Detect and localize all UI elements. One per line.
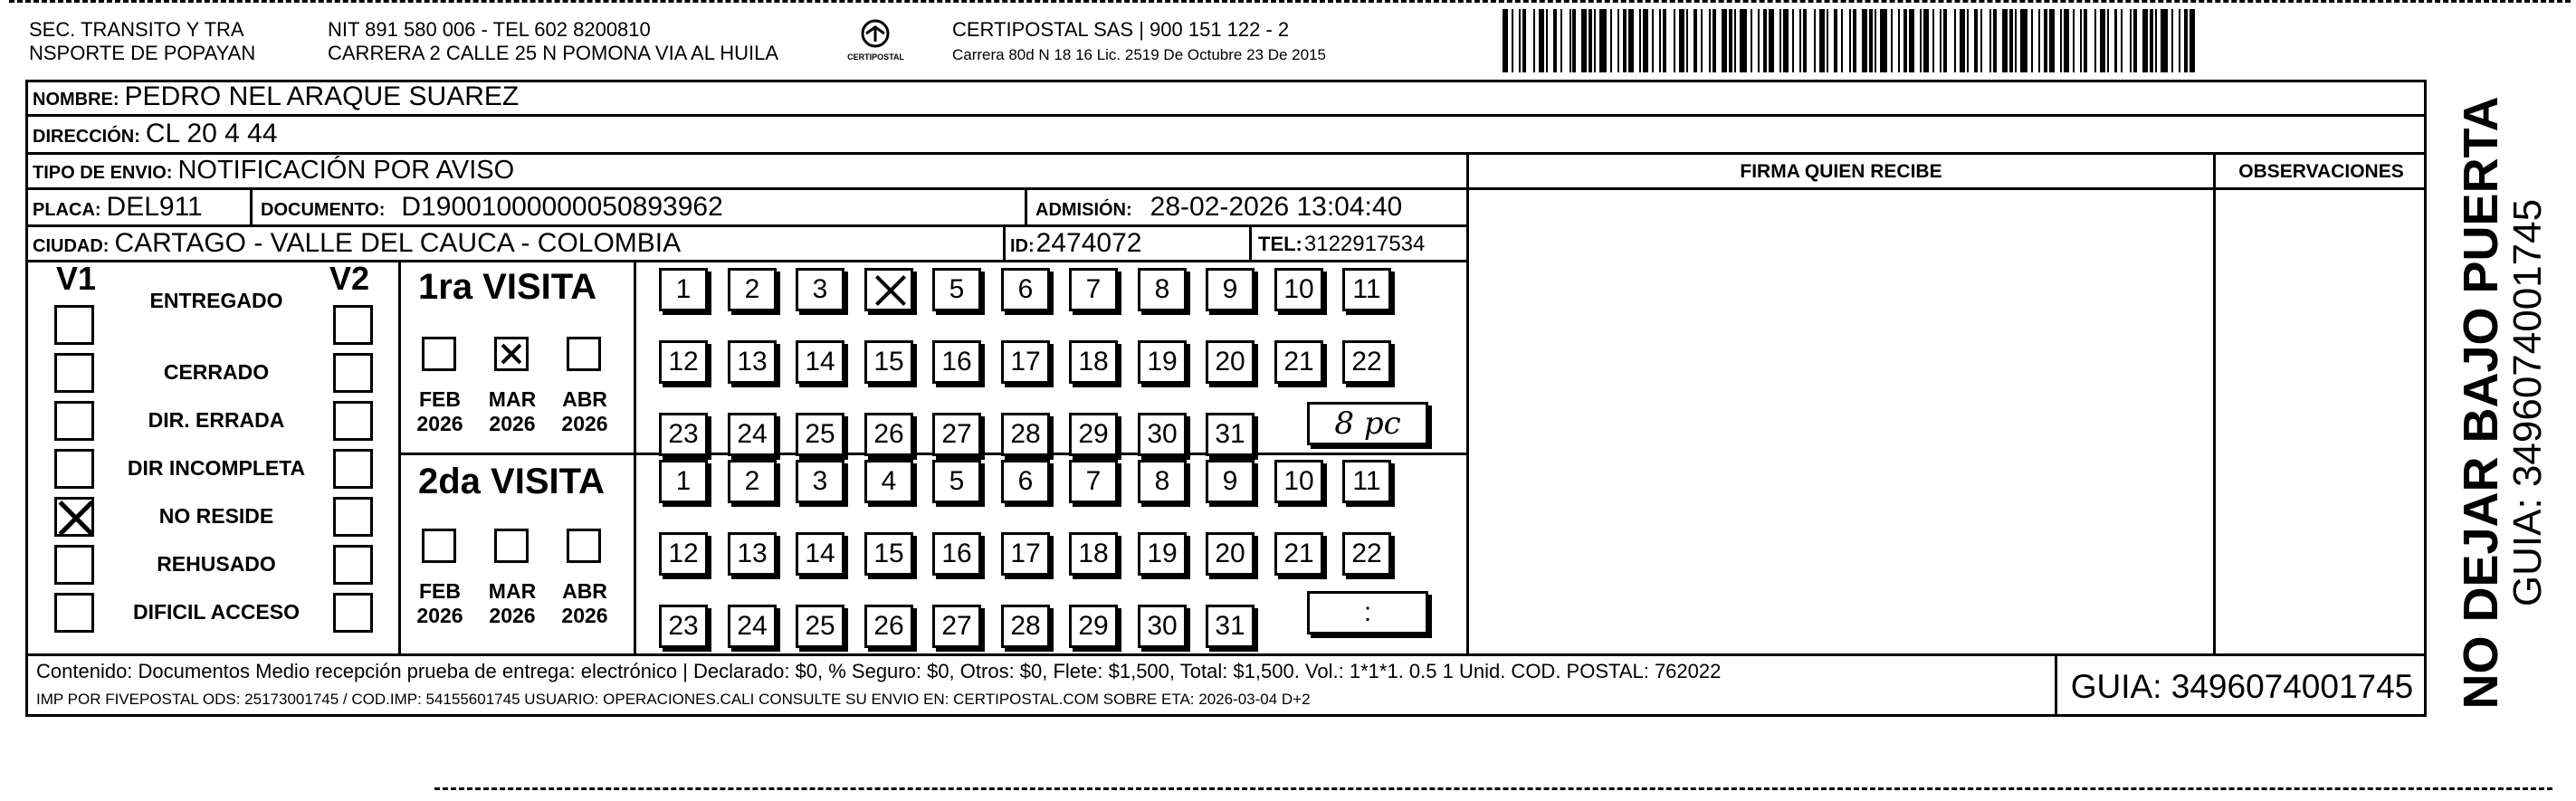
visit2-day-box[interactable]: 5 — [932, 460, 981, 503]
admision-cell — [1035, 192, 1402, 223]
status-reason: REHUSADO — [157, 552, 276, 576]
firma-heading: FIRMA QUIEN RECIBE — [1740, 161, 1942, 182]
no-dejar-bajo-puerta: NO DEJAR BAJO PUERTA — [2454, 96, 2508, 710]
v2-heading: V2 — [329, 260, 370, 297]
observaciones-heading: OBSERVACIONES — [2238, 161, 2404, 182]
placa-cell — [33, 192, 203, 223]
visit2-day-box[interactable]: 20 — [1206, 532, 1255, 576]
visit1-day-box[interactable]: 25 — [796, 413, 844, 456]
documento-value: D19001000000050893962 — [401, 192, 723, 222]
visit1-title: 1ra VISITA — [418, 267, 597, 307]
visit1-day-box[interactable]: 3 — [796, 268, 844, 311]
visit1-time-handwritten: 8 pc — [1334, 405, 1401, 442]
obs-col-left — [2213, 152, 2216, 653]
side-guia: GUIA: 3496074001745 — [2505, 198, 2550, 607]
visit2-day-box[interactable]: 26 — [864, 605, 913, 648]
visit1-month-name: ABR — [562, 387, 607, 411]
rule — [250, 187, 253, 224]
visit1-day-box[interactable]: 13 — [728, 340, 777, 384]
ciudad-value: CARTAGO - VALLE DEL CAUCA - COLOMBIA — [114, 228, 682, 258]
visit2-day-box[interactable]: 16 — [932, 532, 981, 576]
visit2-day-box[interactable]: 30 — [1138, 605, 1187, 648]
v2-checkbox[interactable] — [333, 449, 373, 489]
rule — [1025, 187, 1027, 224]
visit1-month-label — [556, 387, 614, 436]
visit2-month-year: 2026 — [489, 604, 536, 627]
visit2-day-box[interactable]: 12 — [659, 532, 708, 576]
visit1-day-box[interactable]: 28 — [1001, 413, 1050, 456]
visit2-day-box[interactable]: 4 — [864, 460, 913, 503]
id-value: 2474072 — [1035, 228, 1142, 258]
visit1-day-box[interactable]: 8 — [1138, 268, 1187, 311]
visit2-day-box[interactable]: 29 — [1069, 605, 1118, 648]
admision-label: ADMISIÓN: — [1035, 200, 1132, 220]
v2-checkbox[interactable] — [333, 401, 373, 441]
visit2-day-box[interactable]: 2 — [728, 460, 777, 503]
visit2-day-box[interactable]: 14 — [796, 532, 844, 576]
rule — [25, 187, 1469, 190]
logo-wordmark: CERTIPOSTAL — [847, 52, 904, 62]
visit1-day-box[interactable]: 16 — [932, 340, 981, 384]
visit1-day-box[interactable]: 26 — [864, 413, 913, 456]
barcode-bar — [1982, 9, 1989, 72]
visit1-day-box[interactable]: 6 — [1001, 268, 1050, 311]
firma-col-left — [1466, 152, 1469, 653]
rule — [25, 152, 2427, 155]
visit2-day-box[interactable]: 3 — [796, 460, 844, 503]
side-warning — [2435, 91, 2571, 715]
v1-checkbox[interactable] — [54, 593, 94, 633]
visit2-day-box[interactable]: 1 — [659, 460, 708, 503]
barcode — [1503, 9, 2195, 72]
v1-checkbox[interactable] — [54, 401, 94, 441]
visit2-month-name: MAR — [488, 579, 537, 603]
documento-label: DOCUMENTO: — [261, 200, 386, 220]
sender-address: CARRERA 2 CALLE 25 N POMONA VIA AL HUILA — [328, 42, 779, 64]
visit1-day-box[interactable]: 12 — [659, 340, 708, 384]
visit2-day-box[interactable]: 25 — [796, 605, 844, 648]
tipo-row — [33, 156, 514, 186]
status-reason: DIR INCOMPLETA — [127, 456, 306, 480]
barcode-bar — [1947, 9, 1954, 72]
barcode-bar — [2161, 9, 2168, 72]
ciudad-label: CIUDAD: — [33, 236, 110, 256]
tipo-value: NOTIFICACIÓN POR AVISO — [177, 156, 515, 185]
visit2-day-box[interactable]: 31 — [1206, 605, 1255, 648]
id-cell — [1010, 228, 1141, 259]
footer-contenido: Contenido: Documentos Medio recepción prueba de entrega: electrónico | Declarado: $0, % Seguro: $0, Otros: $0, Flete: $1,500, Total: $1,500. Vol.: 1*1*1. 0.5 1 Unid. COD. POSTAL: 762022 — [36, 660, 1722, 682]
visit1-day-box[interactable]: 30 — [1138, 413, 1187, 456]
visit1-day-box[interactable]: 22 — [1342, 340, 1391, 384]
visit2-month-name: ABR — [562, 579, 607, 603]
visit2-month-label — [556, 579, 614, 628]
visit1-month-year: 2026 — [416, 412, 463, 435]
visit1-day-box[interactable]: 5 — [932, 268, 981, 311]
visit1-day-box[interactable] — [864, 268, 913, 311]
company-line: CERTIPOSTAL SAS | 900 151 122 - 2 — [952, 18, 1290, 41]
tel-label: TEL: — [1258, 233, 1302, 255]
nombre-value: PEDRO NEL ARAQUE SUAREZ — [124, 81, 520, 111]
barcode-bar — [1740, 9, 1747, 72]
visit2-day-box[interactable]: 21 — [1274, 532, 1323, 576]
visit2-day-box[interactable]: 7 — [1069, 460, 1118, 503]
visit1-day-box[interactable]: 24 — [728, 413, 777, 456]
visit2-month-name: FEB — [419, 579, 461, 603]
rule — [398, 260, 401, 653]
visit1-day-box[interactable]: 10 — [1274, 268, 1323, 311]
visit2-day-box[interactable]: 27 — [932, 605, 981, 648]
tel-cell — [1258, 232, 1425, 257]
ciudad-cell — [33, 228, 681, 259]
sender-line2: NSPORTE DE POPAYAN — [29, 42, 256, 64]
placa-label: PLACA: — [33, 200, 101, 220]
visit1-day-box[interactable]: 7 — [1069, 268, 1118, 311]
rule — [25, 114, 2427, 117]
visit1-day-box[interactable]: 27 — [932, 413, 981, 456]
v2-checkbox[interactable] — [333, 593, 373, 633]
visit2-day-box[interactable]: 6 — [1001, 460, 1050, 503]
visit1-day-box[interactable]: 18 — [1069, 340, 1118, 384]
visit2-month-year: 2026 — [561, 604, 608, 627]
visit2-day-box[interactable]: 8 — [1138, 460, 1187, 503]
side-warning-text — [2456, 96, 2550, 709]
visit1-month-box[interactable] — [494, 337, 529, 371]
nombre-row — [33, 81, 519, 112]
visit2-day-box[interactable]: 19 — [1138, 532, 1187, 576]
visit1-month-year: 2026 — [489, 412, 536, 435]
visit1-day-box[interactable]: 29 — [1069, 413, 1118, 456]
visit2-month-box[interactable] — [494, 529, 529, 563]
barcode-bar — [2123, 9, 2130, 72]
visit1-day-box[interactable]: 21 — [1274, 340, 1323, 384]
visit1-day-box[interactable]: 1 — [659, 268, 708, 311]
id-label: ID: — [1010, 236, 1035, 256]
visit1-day-box[interactable]: 9 — [1206, 268, 1255, 311]
status-reason: ENTREGADO — [149, 289, 283, 312]
nit-line: NIT 891 580 006 - TEL 602 8200810 — [328, 18, 651, 41]
rule — [1469, 187, 2427, 190]
barcode-bar — [1807, 9, 1814, 72]
v2-checkbox[interactable] — [333, 545, 373, 585]
admision-value: 28-02-2026 13:04:40 — [1150, 192, 1403, 222]
visit1-month-box[interactable] — [567, 337, 601, 371]
visit2-day-box[interactable]: 13 — [728, 532, 777, 576]
barcode-bar — [2020, 9, 2027, 72]
visit2-month-box[interactable] — [567, 529, 601, 563]
barcode-bar — [1703, 9, 1710, 72]
visit2-day-box[interactable]: 18 — [1069, 532, 1118, 576]
visit1-month-box[interactable] — [422, 337, 456, 371]
barcode-bar — [2087, 9, 2094, 72]
visit2-day-box[interactable]: 28 — [1001, 605, 1050, 648]
company-address: Carrera 80d N 18 16 Lic. 2519 De Octubre 23 De 2015 — [952, 46, 1326, 63]
visit2-day-box[interactable]: 11 — [1342, 460, 1391, 503]
v1-checkbox[interactable] — [54, 305, 94, 345]
visit1-time-field[interactable] — [1307, 402, 1428, 445]
visit1-month-name: MAR — [488, 387, 537, 411]
visit1-month-label — [411, 387, 469, 436]
visit2-month-label — [483, 579, 541, 628]
v1-checkbox[interactable] — [54, 353, 94, 393]
visit2-time-field[interactable] — [1307, 591, 1428, 634]
status-reason: DIFICIL ACCESO — [132, 600, 300, 624]
visit2-day-box[interactable]: 15 — [864, 532, 913, 576]
guia-number: GUIA: 3496074001745 — [2055, 653, 2427, 717]
barcode-bar — [1843, 9, 1850, 72]
rule — [25, 224, 1469, 227]
barcode-bar — [2190, 9, 2195, 72]
barcode-bar — [1562, 9, 1569, 72]
visit1-month-label — [483, 387, 541, 436]
visit1-day-box[interactable]: 31 — [1206, 413, 1255, 456]
visit2-day-box[interactable]: 9 — [1206, 460, 1255, 503]
v2-checkbox[interactable] — [333, 305, 373, 345]
v1-checkbox[interactable] — [54, 449, 94, 489]
visit2-month-year: 2026 — [416, 604, 463, 627]
visit2-day-box[interactable]: 17 — [1001, 532, 1050, 576]
barcode-bar — [1880, 9, 1887, 72]
tear-line — [434, 787, 2552, 790]
visit1-day-box[interactable]: 2 — [728, 268, 777, 311]
rule — [25, 260, 1469, 262]
visit1-month-year: 2026 — [561, 412, 608, 435]
certipostal-logo — [837, 18, 914, 67]
visit2-day-box[interactable]: 24 — [728, 605, 777, 648]
tel-value: 3122917534 — [1303, 232, 1426, 256]
v1-heading: V1 — [56, 260, 97, 297]
status-reason: NO RESIDE — [158, 504, 274, 528]
status-reason: CERRADO — [163, 360, 270, 384]
nombre-label: NOMBRE: — [33, 90, 119, 110]
v1-checkbox[interactable] — [54, 545, 94, 585]
rule — [634, 260, 636, 653]
barcode-bar — [1599, 9, 1607, 72]
visit1-day-box[interactable]: 11 — [1342, 268, 1391, 311]
visit1-day-box[interactable]: 20 — [1206, 340, 1255, 384]
barcode-bar — [1526, 9, 1533, 72]
visit1-day-box[interactable]: 23 — [659, 413, 708, 456]
visit1-day-box[interactable]: 17 — [1001, 340, 1050, 384]
direccion-value: CL 20 4 44 — [145, 119, 278, 148]
v2-checkbox[interactable] — [333, 497, 373, 537]
visit2-day-box[interactable]: 22 — [1342, 532, 1391, 576]
direccion-row — [33, 119, 278, 149]
visit2-time-separator: : — [1363, 597, 1372, 627]
sender-line1: SEC. TRANSITO Y TRA — [29, 18, 244, 41]
rule — [1003, 224, 1006, 260]
visit2-day-box[interactable]: 23 — [659, 605, 708, 648]
visit1-day-box[interactable]: 19 — [1138, 340, 1187, 384]
tipo-label: TIPO DE ENVIO: — [33, 163, 173, 183]
top-dashed-edge — [9, 0, 2571, 5]
barcode-bar — [1666, 9, 1674, 72]
visit1-day-box[interactable]: 15 — [864, 340, 913, 384]
visit2-month-box[interactable] — [422, 529, 456, 563]
documento-cell — [261, 192, 723, 223]
v2-checkbox[interactable] — [333, 353, 373, 393]
visit2-day-box[interactable]: 10 — [1274, 460, 1323, 503]
v1-checkbox[interactable] — [54, 497, 94, 537]
direccion-label: DIRECCIÓN: — [33, 127, 140, 147]
rule — [1249, 224, 1252, 260]
visit2-title: 2da VISITA — [418, 462, 605, 501]
visit1-month-name: FEB — [419, 387, 461, 411]
footer-imp: IMP POR FIVEPOSTAL ODS: 25173001745 / COD.IMP: 54155601745 USUARIO: OPERACIONES.CALI CONSULTE SU ENVIO EN: CERTIPOSTAL.COM SOBRE ETA: 2026-03-04 D+2 — [36, 691, 1311, 708]
visit1-day-box[interactable]: 14 — [796, 340, 844, 384]
visit2-month-label — [411, 579, 469, 628]
placa-value: DEL911 — [106, 192, 203, 222]
status-reason: DIR. ERRADA — [148, 408, 285, 432]
